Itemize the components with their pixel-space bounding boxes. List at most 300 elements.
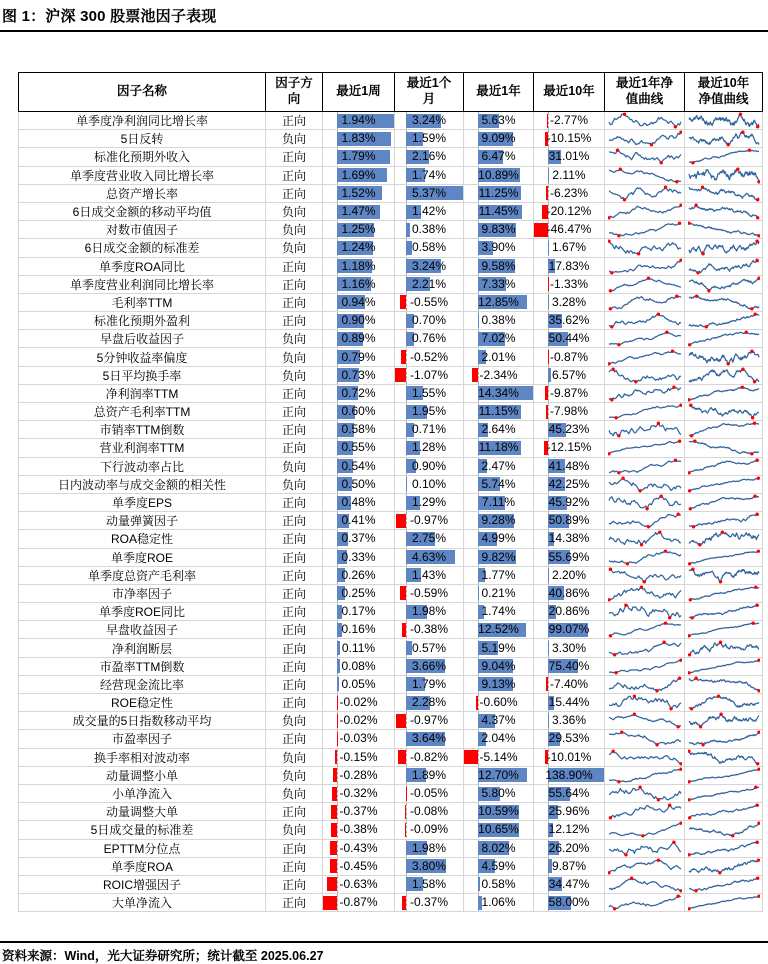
value-text: 1.24% (341, 240, 376, 255)
sparkline-extreme-marker (617, 343, 620, 346)
value-cell-10-years (534, 566, 605, 584)
sparkline-extreme-marker (622, 198, 625, 201)
databar (478, 586, 479, 600)
databar-axis (406, 294, 407, 311)
sparkline-path (689, 624, 759, 637)
value-text: 3.90% (481, 240, 516, 255)
table-row (19, 330, 763, 348)
value-cell-1-year (464, 439, 534, 457)
table-row (19, 275, 763, 293)
sparkline-10y-cell (685, 257, 763, 275)
value-cell-1-year (464, 803, 534, 821)
databar (546, 405, 548, 419)
sparkline-extreme-marker (632, 713, 635, 716)
value-cell-1-year (464, 603, 534, 621)
sparkline-10y-cell (685, 657, 763, 675)
direction-cell: 正向 (266, 839, 323, 857)
value-cell-1-year (464, 694, 534, 712)
table-row (19, 512, 763, 530)
value-cell-1-week (323, 766, 395, 784)
factor-name-cell: 下行波动率占比 (19, 457, 266, 475)
sparkline-10y-cell (685, 148, 763, 166)
value-cell-1-month (395, 584, 464, 602)
sparkline-1y-cell (605, 839, 685, 857)
value-cell-1-month (395, 730, 464, 748)
table-body (19, 112, 763, 912)
value-cell-1-year (464, 366, 534, 384)
databar (323, 896, 337, 910)
sparkline-extreme-marker (688, 853, 691, 856)
databar-axis (406, 803, 407, 820)
sparkline-path (609, 460, 681, 473)
value-cell-1-week (323, 712, 395, 730)
value-cell-1-month (395, 803, 464, 821)
sparkline-10y-chart (688, 476, 760, 493)
sparkline-10y-chart (688, 312, 760, 329)
sparkline-10y-cell (685, 566, 763, 584)
sparkline-extreme-marker (690, 616, 693, 619)
sparkline-extreme-marker (677, 440, 680, 443)
sparkline-extreme-marker (698, 725, 701, 728)
value-cell-10-years (534, 730, 605, 748)
sparkline-10y-cell (685, 730, 763, 748)
value-cell-1-year (464, 275, 534, 293)
sparkline-extreme-marker (656, 313, 659, 316)
value-cell-10-years (534, 493, 605, 511)
value-cell-1-year (464, 202, 534, 220)
sparkline-10y-cell (685, 603, 763, 621)
table-row (19, 730, 763, 748)
value-cell-1-week (323, 239, 395, 257)
sparkline-extreme-marker (638, 489, 641, 492)
sparkline-1y-chart (608, 603, 682, 620)
sparkline-1y-chart (608, 312, 682, 329)
direction-cell: 负向 (266, 348, 323, 366)
sparkline-1y-cell (605, 821, 685, 839)
sparkline-extreme-marker (662, 640, 665, 643)
sparkline-extreme-marker (741, 131, 744, 134)
sparkline-path (609, 478, 681, 491)
sparkline-extreme-marker (751, 622, 754, 625)
sparkline-extreme-marker (669, 707, 672, 710)
sparkline-1y-cell (605, 566, 685, 584)
value-text: 3.80% (411, 858, 447, 873)
sparkline-10y-chart (688, 549, 760, 566)
sparkline-extreme-marker (659, 162, 662, 165)
sparkline-1y-chart (608, 258, 682, 275)
value-cell-1-week (323, 675, 395, 693)
sparkline-extreme-marker (663, 549, 666, 552)
sparkline-path (689, 205, 759, 218)
databar-axis (548, 403, 549, 420)
value-text: -0.37% (339, 804, 378, 819)
table-row (19, 857, 763, 875)
value-cell-1-month (395, 875, 464, 893)
sparkline-path (609, 314, 681, 327)
table-row (19, 675, 763, 693)
value-text: -46.47% (546, 222, 592, 237)
sparkline-1y-chart (608, 148, 682, 165)
table-row (19, 421, 763, 439)
value-cell-1-month (395, 130, 464, 148)
value-cell-1-week (323, 603, 395, 621)
direction-cell: 正向 (266, 639, 323, 657)
value-text: -6.23% (549, 185, 589, 200)
value-cell-1-month (395, 275, 464, 293)
sparkline-extreme-marker (755, 258, 758, 261)
factor-name-cell: 总资产增长率 (19, 184, 266, 202)
sparkline-extreme-marker (624, 853, 627, 856)
sparkline-10y-cell (685, 784, 763, 802)
sparkline-1y-cell (605, 421, 685, 439)
value-cell-1-month (395, 330, 464, 348)
factor-name-cell: 早盘收益因子 (19, 621, 266, 639)
direction-cell: 负向 (266, 221, 323, 239)
value-text: -20.12% (546, 204, 592, 219)
sparkline-1y-chart (608, 276, 682, 293)
databar (331, 823, 337, 837)
direction-cell: 正向 (266, 621, 323, 639)
value-text: 3.64% (411, 731, 447, 746)
value-cell-1-year (464, 166, 534, 184)
direction-cell: 正向 (266, 166, 323, 184)
value-text: 3.30% (551, 640, 587, 655)
sparkline-extreme-marker (614, 671, 617, 674)
value-text: 0.17% (341, 604, 376, 619)
sparkline-path (689, 660, 759, 673)
value-text: 2.01% (481, 349, 516, 364)
databar (546, 186, 548, 200)
sparkline-1y-cell (605, 257, 685, 275)
value-text: 35.62% (548, 313, 590, 328)
sparkline-path (609, 660, 681, 673)
table-row (19, 221, 763, 239)
value-text: -0.43% (339, 840, 378, 855)
value-cell-1-month (395, 748, 464, 766)
value-text: 2.64% (481, 422, 516, 437)
sparkline-extreme-marker (689, 707, 692, 710)
sparkline-extreme-marker (638, 786, 641, 789)
sparkline-10y-chart (688, 258, 760, 275)
sparkline-10y-chart (688, 385, 760, 402)
value-text: 7.11% (481, 495, 516, 510)
databar-axis (548, 185, 549, 202)
sparkline-extreme-marker (688, 489, 691, 492)
sparkline-extreme-marker (726, 362, 729, 365)
table-row (19, 821, 763, 839)
value-cell-1-year (464, 675, 534, 693)
sparkline-path (689, 351, 759, 364)
value-cell-1-month (395, 148, 464, 166)
value-cell-1-month (395, 348, 464, 366)
direction-cell: 正向 (266, 384, 323, 402)
value-cell-1-month (395, 421, 464, 439)
databar-axis (406, 785, 407, 802)
sparkline-path (689, 223, 759, 236)
value-text: 26.20% (548, 840, 590, 855)
databar (335, 750, 337, 764)
value-text: 1.77% (481, 567, 516, 582)
value-cell-1-year (464, 221, 534, 239)
value-text: 1.28% (411, 440, 447, 455)
sparkline-extreme-marker (611, 749, 614, 752)
sparkline-10y-cell (685, 621, 763, 639)
sparkline-path (689, 769, 759, 782)
value-text: -0.97% (409, 713, 449, 728)
sparkline-path (689, 460, 759, 473)
sparkline-extreme-marker (696, 271, 699, 274)
direction-cell: 正向 (266, 184, 323, 202)
value-text: -0.32% (339, 786, 378, 801)
value-cell-10-years (534, 348, 605, 366)
value-text: 3.28% (551, 294, 587, 309)
value-text: 0.48% (341, 495, 376, 510)
column-header-last-1-year: 最近1年 (464, 73, 534, 112)
value-text: 29.53% (548, 731, 590, 746)
value-text: -0.38% (339, 822, 378, 837)
sparkline-1y-chart (608, 785, 682, 802)
sparkline-path (609, 878, 681, 891)
value-cell-1-month (395, 712, 464, 730)
sparkline-1y-cell (605, 275, 685, 293)
sparkline-path (609, 223, 681, 236)
value-text: 1.47% (341, 204, 376, 219)
sparkline-1y-cell (605, 712, 685, 730)
sparkline-extreme-marker (688, 598, 691, 601)
column-header-last-1-week: 最近1周 (323, 73, 395, 112)
sparkline-extreme-marker (617, 780, 620, 783)
sparkline-extreme-marker (610, 325, 613, 328)
sparkline-10y-chart (688, 585, 760, 602)
value-cell-1-month (395, 839, 464, 857)
sparkline-extreme-marker (641, 835, 644, 838)
sparkline-path (609, 714, 681, 727)
sparkline-1y-chart (608, 876, 682, 893)
sparkline-extreme-marker (757, 767, 760, 770)
value-cell-1-week (323, 421, 395, 439)
sparkline-10y-cell (685, 202, 763, 220)
sparkline-path (609, 733, 681, 746)
value-text: -0.52% (409, 349, 449, 364)
databar (548, 714, 549, 728)
sparkline-10y-chart (688, 640, 760, 657)
value-text: -2.34% (479, 367, 518, 382)
column-header-10y-nav-curve: 最近10年净值曲线 (685, 73, 763, 112)
value-cell-1-week (323, 275, 395, 293)
value-text: 34.47% (548, 876, 590, 891)
sparkline-extreme-marker (617, 434, 620, 437)
direction-cell: 正向 (266, 730, 323, 748)
sparkline-10y-chart (688, 167, 760, 184)
value-cell-1-year (464, 766, 534, 784)
sparkline-path (689, 496, 759, 509)
sparkline-extreme-marker (676, 895, 679, 898)
value-text: 0.41% (341, 513, 376, 528)
sparkline-path (609, 551, 681, 564)
value-text: 42.25% (548, 476, 590, 491)
sparkline-1y-cell (605, 312, 685, 330)
value-cell-1-week (323, 748, 395, 766)
direction-cell: 正向 (266, 530, 323, 548)
table-row (19, 712, 763, 730)
value-cell-10-years (534, 548, 605, 566)
factor-name-cell: 标准化预期外盈利 (19, 312, 266, 330)
sparkline-extreme-marker (718, 640, 721, 643)
value-cell-1-week (323, 366, 395, 384)
value-cell-10-years (534, 875, 605, 893)
direction-cell: 负向 (266, 457, 323, 475)
sparkline-10y-chart (688, 803, 760, 820)
sparkline-extreme-marker (679, 658, 682, 661)
sparkline-1y-chart (608, 567, 682, 584)
value-text: 1.74% (481, 604, 516, 619)
sparkline-10y-cell (685, 275, 763, 293)
sparkline-path (609, 278, 681, 291)
direction-cell: 负向 (266, 821, 323, 839)
factor-name-cell: 6日成交金额的标准差 (19, 239, 266, 257)
value-cell-10-years (534, 694, 605, 712)
sparkline-extreme-marker (672, 840, 675, 843)
sparkline-10y-cell (685, 803, 763, 821)
factor-name-cell: 成交量的5日指数移动平均 (19, 712, 266, 730)
sparkline-extreme-marker (694, 889, 697, 892)
databar (547, 114, 548, 128)
direction-cell: 负向 (266, 130, 323, 148)
sparkline-extreme-marker (693, 440, 696, 443)
sparkline-path (689, 714, 759, 727)
factor-name-cell: 总资产毛利率TTM (19, 403, 266, 421)
sparkline-1y-cell (605, 239, 685, 257)
sparkline-10y-cell (685, 166, 763, 184)
sparkline-1y-cell (605, 512, 685, 530)
sparkline-1y-chart (608, 730, 682, 747)
databar-axis (548, 276, 549, 293)
sparkline-extreme-marker (750, 416, 753, 419)
sparkline-extreme-marker (688, 653, 691, 656)
sparkline-extreme-marker (614, 416, 617, 419)
sparkline-path (689, 896, 759, 909)
databar (548, 368, 551, 382)
value-text: 1.43% (411, 567, 447, 582)
sparkline-1y-cell (605, 403, 685, 421)
sparkline-path (689, 678, 759, 691)
databar-axis (406, 367, 407, 384)
value-cell-1-week (323, 384, 395, 402)
value-text: 9.04% (481, 658, 516, 673)
value-text: 2.04% (481, 731, 516, 746)
sparkline-1y-cell (605, 330, 685, 348)
direction-cell: 正向 (266, 403, 323, 421)
figure-title: 图 1：沪深 300 股票池因子表现 (2, 8, 217, 25)
value-text: -0.45% (339, 858, 378, 873)
factor-name-cell: 单季度EPS (19, 493, 266, 511)
sparkline-extreme-marker (608, 307, 611, 310)
sparkline-path (689, 696, 759, 709)
value-cell-10-years (534, 202, 605, 220)
value-text: 0.05% (341, 676, 376, 691)
value-text: 0.38% (411, 222, 447, 237)
databar-axis (406, 349, 407, 366)
value-cell-1-week (323, 439, 395, 457)
value-cell-1-year (464, 348, 534, 366)
sparkline-extreme-marker (656, 422, 659, 425)
factor-name-cell: 5分钟收益率偏度 (19, 348, 266, 366)
direction-cell: 正向 (266, 112, 323, 130)
value-cell-1-week (323, 257, 395, 275)
databar (548, 295, 549, 309)
sparkline-10y-cell (685, 748, 763, 766)
sparkline-extreme-marker (688, 398, 691, 401)
sparkline-extreme-marker (621, 476, 624, 479)
sparkline-1y-chart (608, 330, 682, 347)
value-text: 0.90% (341, 313, 376, 328)
value-text: 11.25% (478, 185, 519, 200)
sparkline-1y-chart (608, 130, 682, 147)
value-cell-10-years (534, 857, 605, 875)
sparkline-extreme-marker (636, 253, 639, 256)
sparkline-1y-chart (608, 385, 682, 402)
databar (333, 768, 338, 782)
value-cell-1-month (395, 403, 464, 421)
sparkline-extreme-marker (755, 604, 758, 607)
databar (406, 787, 407, 801)
factor-name-cell: 市销率TTM倒数 (19, 421, 266, 439)
direction-cell: 正向 (266, 148, 323, 166)
sparkline-10y-cell (685, 239, 763, 257)
databar (400, 295, 406, 309)
sparkline-extreme-marker (608, 634, 611, 637)
sparkline-extreme-marker (688, 222, 691, 225)
value-text: 2.16% (411, 149, 447, 164)
sparkline-1y-cell (605, 857, 685, 875)
sparkline-path (689, 478, 759, 491)
sparkline-extreme-marker (608, 816, 611, 819)
sparkline-path (689, 369, 759, 382)
direction-cell: 正向 (266, 493, 323, 511)
sparkline-extreme-marker (694, 676, 697, 679)
value-text: -0.15% (339, 749, 378, 764)
sparkline-extreme-marker (655, 689, 658, 692)
table-row (19, 130, 763, 148)
value-text: -1.07% (409, 367, 449, 382)
sparkline-10y-chart (688, 294, 760, 311)
databar (548, 568, 549, 582)
value-cell-1-month (395, 603, 464, 621)
value-text: -0.37% (409, 895, 449, 910)
sparkline-1y-cell (605, 784, 685, 802)
sparkline-10y-chart (688, 330, 760, 347)
value-text: 138.90% (545, 767, 593, 782)
factor-name-cell: 市净率因子 (19, 584, 266, 602)
table-row (19, 748, 763, 766)
value-text: 4.37% (481, 713, 516, 728)
value-cell-1-month (395, 621, 464, 639)
sparkline-1y-cell (605, 130, 685, 148)
sparkline-path (609, 369, 681, 382)
sparkline-1y-chart (608, 476, 682, 493)
value-text: 5.63% (481, 113, 516, 128)
value-cell-1-month (395, 566, 464, 584)
value-cell-1-week (323, 875, 395, 893)
sparkline-path (609, 423, 681, 436)
value-text: 12.70% (478, 767, 519, 782)
value-cell-10-years (534, 239, 605, 257)
value-text: 0.38% (481, 313, 516, 328)
value-text: 5.37% (411, 185, 447, 200)
sparkline-extreme-marker (612, 907, 615, 910)
value-cell-10-years (534, 148, 605, 166)
direction-cell: 正向 (266, 439, 323, 457)
